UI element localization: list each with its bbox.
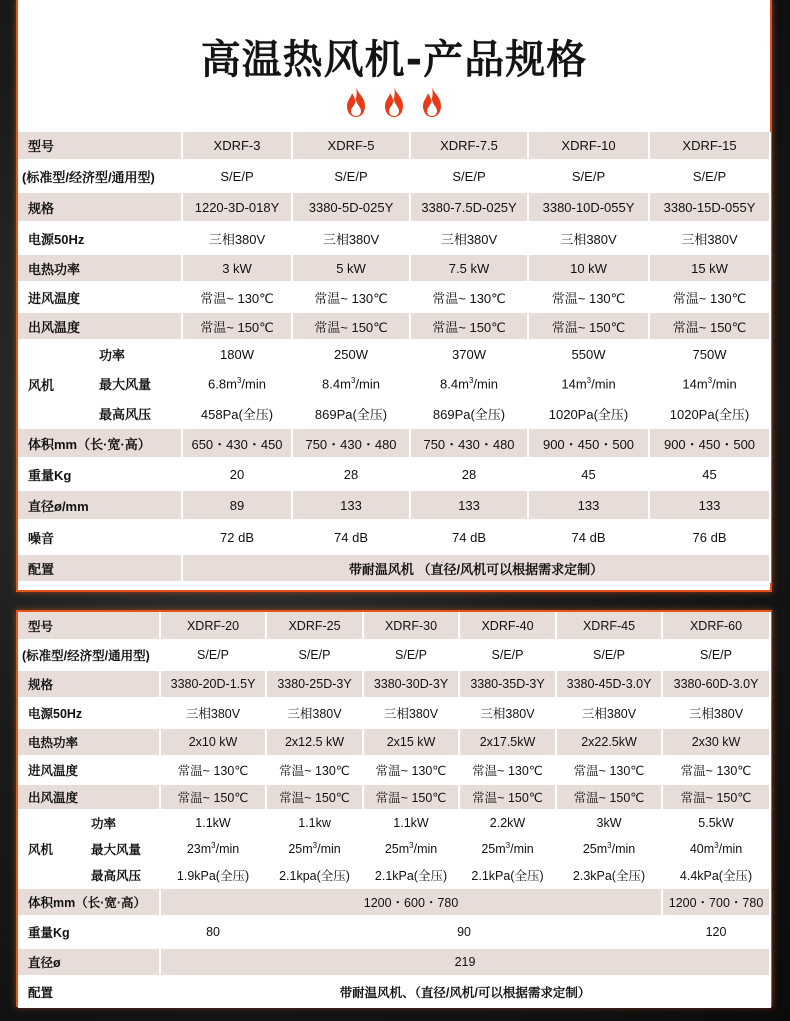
cell: 常温~ 130℃ <box>528 282 649 312</box>
label-fan: 风机 <box>18 340 98 428</box>
cell-weight-b: 90 <box>266 916 662 948</box>
row-outlet-temp <box>18 312 770 340</box>
cell: 三相380V <box>182 222 292 254</box>
label-heat-power: 电热功率 <box>18 254 182 282</box>
row-type <box>18 640 770 670</box>
cell: 常温~ 130℃ <box>649 282 770 312</box>
cell-volume-a: 1200・600・780 <box>160 888 662 916</box>
cell: 3380-45D-3.0Y <box>556 670 662 698</box>
row-outlet-temp <box>18 784 770 810</box>
row-inlet-temp <box>18 282 770 312</box>
label-power-supply: 电源50Hz <box>18 698 160 728</box>
row-power-supply <box>18 222 770 254</box>
cell: 2x22.5kW <box>556 728 662 756</box>
cell: 常温~ 130℃ <box>410 282 528 312</box>
cell: $25m^3/\min$ <box>363 836 459 862</box>
cell: 10 kW <box>528 254 649 282</box>
row-inlet-temp <box>18 756 770 784</box>
cell-diameter: 219 <box>160 948 770 976</box>
cell: 2.1kpa(全压) <box>266 862 363 888</box>
fire-icon <box>343 86 369 118</box>
cell: 5 kW <box>292 254 410 282</box>
row-heat-power <box>18 728 770 756</box>
row-weight <box>18 916 770 948</box>
row-fan-pressure <box>18 862 770 888</box>
cell: 133 <box>410 490 528 520</box>
cell: $8.4m^3/\min$ <box>292 369 410 398</box>
cell: 1.1kW <box>363 810 459 836</box>
cell: 常温~ 130℃ <box>182 282 292 312</box>
cell: XDRF-10 <box>528 132 649 160</box>
spec-panel-1 <box>16 0 772 592</box>
cell: 3kW <box>556 810 662 836</box>
cell: $8.4m^3/\min$ <box>410 369 528 398</box>
cell: 133 <box>292 490 410 520</box>
cell-weight-a: 80 <box>160 916 266 948</box>
cell: 常温~ 150℃ <box>292 312 410 340</box>
cell: XDRF-7.5 <box>410 132 528 160</box>
label-fan-airflow: 最大风量 <box>98 369 182 398</box>
cell: 15 kW <box>649 254 770 282</box>
cell: 三相380V <box>363 698 459 728</box>
cell: 常温~ 130℃ <box>556 756 662 784</box>
cell: 3380-60D-3.0Y <box>662 670 770 698</box>
cell: 三相380V <box>662 698 770 728</box>
cell: 4.4kPa(全压) <box>662 862 770 888</box>
cell: S/E/P <box>662 640 770 670</box>
cell: $25m^3/\min$ <box>266 836 363 862</box>
cell-config: 带耐温风机、（直径/风机/可以根据需求定制） <box>160 976 770 1007</box>
cell: 45 <box>528 458 649 490</box>
cell: 1.9kPa(全压) <box>160 862 266 888</box>
cell: 750・430・480 <box>292 428 410 458</box>
label-type: (标准型/经济型/通用型) <box>18 640 160 670</box>
cell: 7.5 kW <box>410 254 528 282</box>
cell: 3380-25D-3Y <box>266 670 363 698</box>
label-inlet-temp: 进风温度 <box>18 282 182 312</box>
row-spec <box>18 670 770 698</box>
cell: 常温~ 150℃ <box>662 784 770 810</box>
cell: XDRF-5 <box>292 132 410 160</box>
cell: 74 dB <box>410 520 528 554</box>
fire-icon <box>419 86 445 118</box>
cell: 常温~ 150℃ <box>410 312 528 340</box>
cell: 三相380V <box>266 698 363 728</box>
cell: 3380-15D-055Y <box>649 192 770 222</box>
cell: 2.1kPa(全压) <box>363 862 459 888</box>
cell: 3380-5D-025Y <box>292 192 410 222</box>
cell: 133 <box>528 490 649 520</box>
cell: XDRF-25 <box>266 612 363 640</box>
row-fan-power <box>18 340 770 369</box>
label-diameter: 直径ø <box>18 948 160 976</box>
label-model: 型号 <box>18 132 182 160</box>
row-diameter <box>18 490 770 520</box>
cell: S/E/P <box>459 640 556 670</box>
cell: 650・430・450 <box>182 428 292 458</box>
row-config <box>18 554 770 582</box>
cell: 28 <box>410 458 528 490</box>
label-spec: 规格 <box>18 192 182 222</box>
cell: 900・450・500 <box>649 428 770 458</box>
cell: 常温~ 130℃ <box>363 756 459 784</box>
cell: $40m^3/\min$ <box>662 836 770 862</box>
row-power-supply <box>18 698 770 728</box>
cell: 750・430・480 <box>410 428 528 458</box>
label-volume: 体积mm（长·宽·高） <box>18 888 160 916</box>
cell: 常温~ 150℃ <box>459 784 556 810</box>
cell: 250W <box>292 340 410 369</box>
cell: 3380-10D-055Y <box>528 192 649 222</box>
cell: 三相380V <box>160 698 266 728</box>
cell: XDRF-45 <box>556 612 662 640</box>
label-fan-power: 功率 <box>98 340 182 369</box>
cell: 3380-20D-1.5Y <box>160 670 266 698</box>
row-fan-airflow <box>18 369 770 398</box>
row-model <box>18 132 770 160</box>
cell: 900・450・500 <box>528 428 649 458</box>
cell: 三相380V <box>556 698 662 728</box>
cell: 3380-35D-3Y <box>459 670 556 698</box>
cell: 3 kW <box>182 254 292 282</box>
cell: 常温~ 130℃ <box>459 756 556 784</box>
label-noise: 噪音 <box>18 520 182 554</box>
cell: 三相380V <box>292 222 410 254</box>
cell: S/E/P <box>363 640 459 670</box>
flame-icons <box>18 86 770 123</box>
cell-config: 带耐温风机 （直径/风机可以根据需求定制） <box>182 554 770 582</box>
cell: 2x30 kW <box>662 728 770 756</box>
cell: 常温~ 150℃ <box>649 312 770 340</box>
cell: 72 dB <box>182 520 292 554</box>
cell: 三相380V <box>459 698 556 728</box>
cell: XDRF-20 <box>160 612 266 640</box>
cell: 常温~ 150℃ <box>160 784 266 810</box>
cell: XDRF-60 <box>662 612 770 640</box>
label-model: 型号 <box>18 612 160 640</box>
cell: 常温~ 150℃ <box>182 312 292 340</box>
cell: 常温~ 150℃ <box>266 784 363 810</box>
cell: 869Pa(全压) <box>410 398 528 428</box>
cell: S/E/P <box>556 640 662 670</box>
cell: 三相380V <box>649 222 770 254</box>
label-heat-power: 电热功率 <box>18 728 160 756</box>
cell: 2x12.5 kW <box>266 728 363 756</box>
row-volume <box>18 888 770 916</box>
label-spec: 规格 <box>18 670 160 698</box>
label-config: 配置 <box>18 976 160 1007</box>
cell: 74 dB <box>528 520 649 554</box>
cell: 76 dB <box>649 520 770 554</box>
cell: $14m^3/\min$ <box>649 369 770 398</box>
label-outlet-temp: 出风温度 <box>18 312 182 340</box>
cell: $23m^3/\min$ <box>160 836 266 862</box>
cell: 常温~ 130℃ <box>662 756 770 784</box>
spec-table-2 <box>18 612 771 1008</box>
cell: 750W <box>649 340 770 369</box>
row-volume <box>18 428 770 458</box>
cell: 133 <box>649 490 770 520</box>
row-fan-power <box>18 810 770 836</box>
cell: 45 <box>649 458 770 490</box>
cell: XDRF-40 <box>459 612 556 640</box>
cell: 常温~ 130℃ <box>292 282 410 312</box>
cell: 1020Pa(全压) <box>528 398 649 428</box>
label-power-supply: 电源50Hz <box>18 222 182 254</box>
spec-panel-2 <box>16 610 772 1007</box>
cell: 三相380V <box>410 222 528 254</box>
cell: 常温~ 150℃ <box>556 784 662 810</box>
label-weight: 重量Kg <box>18 916 160 948</box>
cell: 869Pa(全压) <box>292 398 410 428</box>
cell: 1.1kw <box>266 810 363 836</box>
label-volume: 体积mm（长·宽·高） <box>18 428 182 458</box>
cell: $6.8m^3/\min$ <box>182 369 292 398</box>
row-noise <box>18 520 770 554</box>
cell: XDRF-3 <box>182 132 292 160</box>
cell: S/E/P <box>160 640 266 670</box>
cell: XDRF-30 <box>363 612 459 640</box>
cell: 3380-7.5D-025Y <box>410 192 528 222</box>
cell: 常温~ 130℃ <box>160 756 266 784</box>
row-spec <box>18 192 770 222</box>
cell: 三相380V <box>528 222 649 254</box>
label-type: (标准型/经济型/通用型) <box>18 160 182 192</box>
cell: $14m^3/\min$ <box>528 369 649 398</box>
cell: S/E/P <box>649 160 770 192</box>
fire-icon <box>381 86 407 118</box>
label-fan: 风机 <box>18 810 90 888</box>
cell: 28 <box>292 458 410 490</box>
cell: 180W <box>182 340 292 369</box>
cell: S/E/P <box>410 160 528 192</box>
row-model <box>18 612 770 640</box>
cell: 1020Pa(全压) <box>649 398 770 428</box>
row-config <box>18 976 770 1007</box>
cell: S/E/P <box>182 160 292 192</box>
cell: 2x10 kW <box>160 728 266 756</box>
label-inlet-temp: 进风温度 <box>18 756 160 784</box>
page-title: 高温热风机-产品规格 <box>200 37 588 83</box>
row-weight <box>18 458 770 490</box>
cell: 常温~ 150℃ <box>528 312 649 340</box>
cell: 2.2kW <box>459 810 556 836</box>
cell: XDRF-15 <box>649 132 770 160</box>
row-fan-airflow <box>18 836 770 862</box>
cell: 89 <box>182 490 292 520</box>
cell: 常温~ 130℃ <box>266 756 363 784</box>
cell: S/E/P <box>528 160 649 192</box>
label-fan-airflow: 最大风量 <box>90 836 160 862</box>
label-config: 配置 <box>18 554 182 582</box>
cell: 74 dB <box>292 520 410 554</box>
cell: 2.3kPa(全压) <box>556 862 662 888</box>
cell: S/E/P <box>266 640 363 670</box>
cell: 2x17.5kW <box>459 728 556 756</box>
cell-volume-b: 1200・700・780 <box>662 888 770 916</box>
cell-weight-c: 120 <box>662 916 770 948</box>
label-weight: 重量Kg <box>18 458 182 490</box>
row-heat-power <box>18 254 770 282</box>
cell: 370W <box>410 340 528 369</box>
cell: 5.5kW <box>662 810 770 836</box>
cell: 2x15 kW <box>363 728 459 756</box>
cell: 1.1kW <box>160 810 266 836</box>
cell: 2.1kPa(全压) <box>459 862 556 888</box>
label-outlet-temp: 出风温度 <box>18 784 160 810</box>
spec-table-1 <box>18 132 771 583</box>
label-diameter: 直径ø/mm <box>18 490 182 520</box>
row-type <box>18 160 770 192</box>
cell: 常温~ 150℃ <box>363 784 459 810</box>
cell: 550W <box>528 340 649 369</box>
cell: S/E/P <box>292 160 410 192</box>
cell: 20 <box>182 458 292 490</box>
cell: 3380-30D-3Y <box>363 670 459 698</box>
cell: $25m^3/\min$ <box>459 836 556 862</box>
label-fan-power: 功率 <box>90 810 160 836</box>
cell: 1220-3D-018Y <box>182 192 292 222</box>
cell: $25m^3/\min$ <box>556 836 662 862</box>
row-diameter <box>18 948 770 976</box>
label-fan-pressure: 最高风压 <box>98 398 182 428</box>
cell: 458Pa(全压) <box>182 398 292 428</box>
row-fan-pressure <box>18 398 770 428</box>
label-fan-pressure: 最高风压 <box>90 862 160 888</box>
